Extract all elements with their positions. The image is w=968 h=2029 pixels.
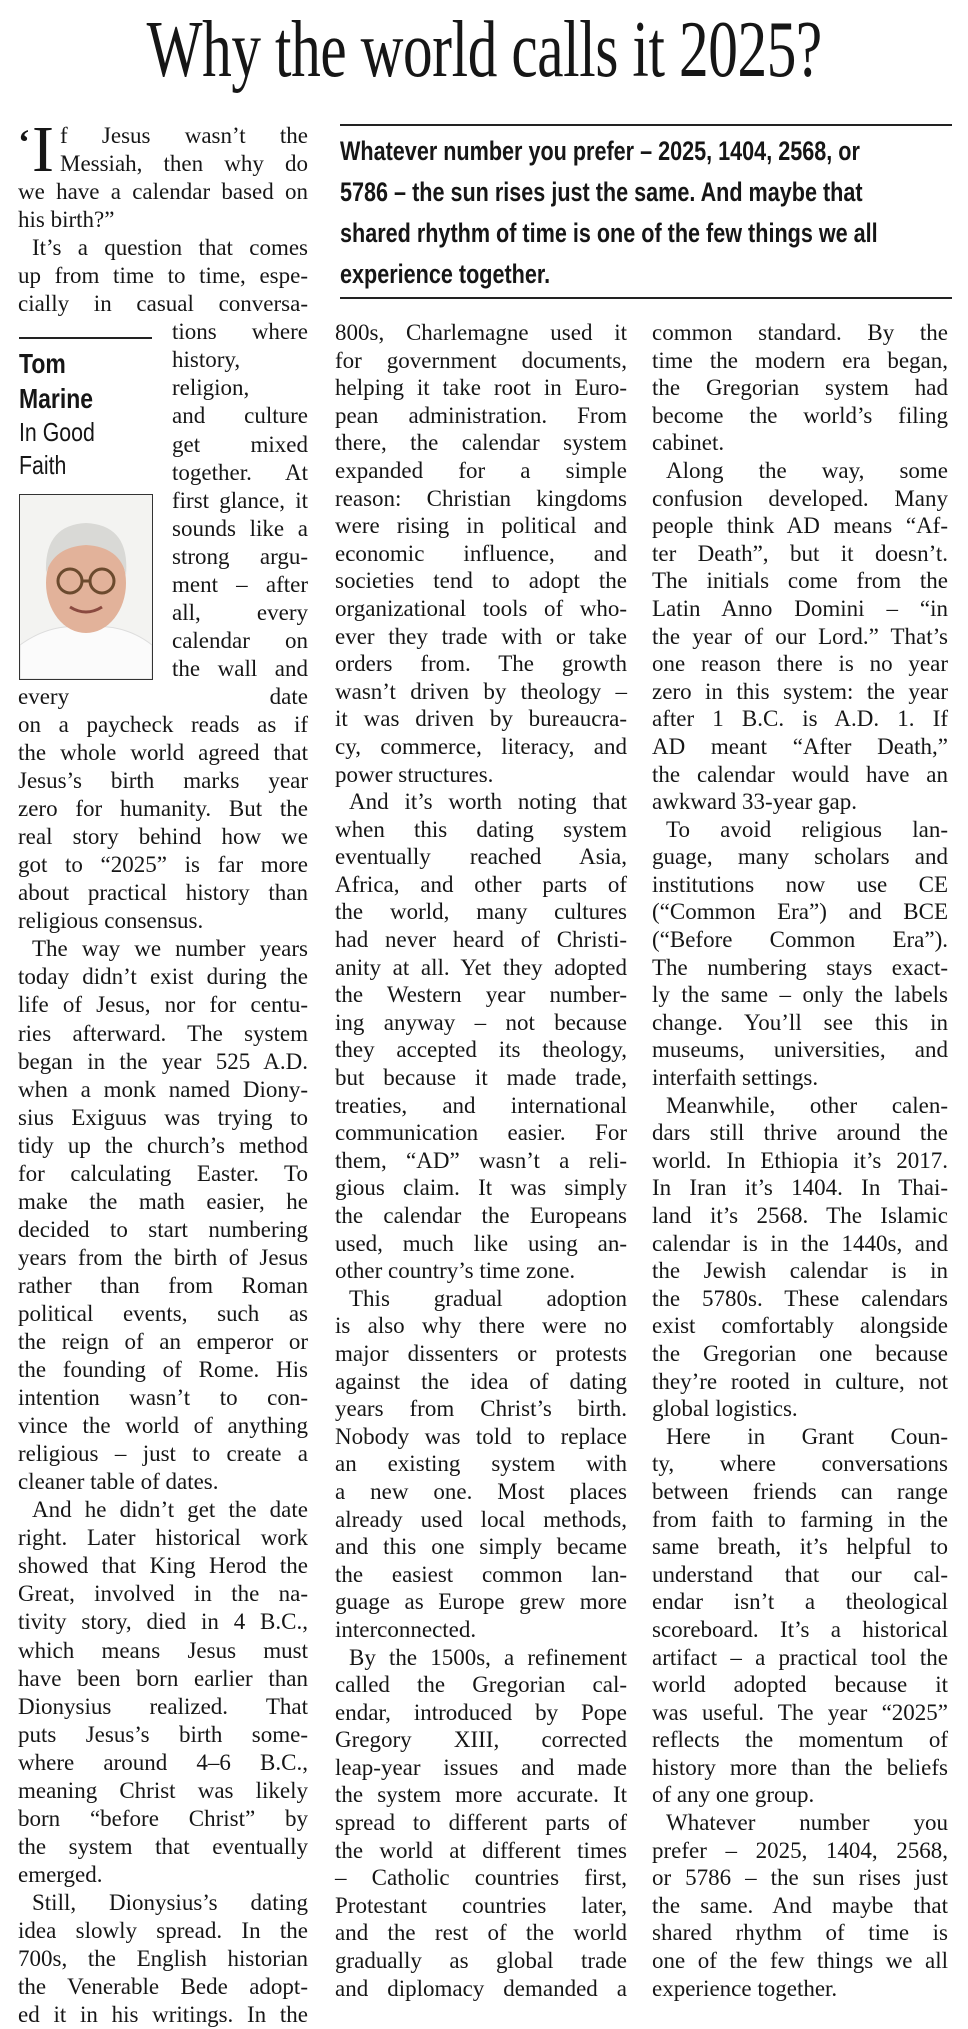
article-text-line: confusion developed. Many	[652, 485, 948, 511]
article-text-line: Messiah, then why do	[60, 151, 308, 177]
article-text-line: ed it in his writings. In the	[18, 2002, 308, 2028]
article-text-line: gradually as global trade	[335, 1948, 627, 1974]
article-column-1	[18, 113, 308, 2029]
pull-quote-line: shared rhythm of time is one of the few things we all	[340, 218, 878, 248]
article-text-line: interfaith settings.	[652, 1065, 819, 1091]
article-text-line: have been born earlier than	[18, 1665, 308, 1691]
article-text-line: real story behind how we	[18, 824, 308, 850]
author-last-name: Marine	[19, 383, 94, 414]
article-text-line: scoreboard. It’s a historical	[652, 1616, 948, 1642]
article-text-line: other country’s time zone.	[335, 1258, 576, 1284]
article-text-line: history more than the beliefs	[652, 1754, 948, 1780]
article-text-line: Africa, and other parts of	[335, 871, 627, 897]
article-text-line: the Venerable Bede adopt-	[18, 1974, 308, 2000]
article-text-line: together. At	[172, 459, 308, 485]
article-text-line: The numbering stays exact-	[652, 954, 948, 980]
article-text-line: about practical history than	[18, 880, 308, 906]
article-text-line: (“Common Era”) and BCE	[652, 899, 948, 925]
article-text-line: eventually reached Asia,	[335, 844, 627, 870]
article-text-line: right. Later historical work	[18, 1525, 308, 1551]
article-text-line: zero for humanity. But the	[18, 796, 308, 822]
article-text-line: change. You’ll see this in	[652, 1009, 948, 1035]
article-text-line: The way we number years	[32, 936, 308, 962]
article-text-line: and culture	[172, 403, 308, 429]
pull-quote	[340, 131, 950, 295]
article-text-line: Latin Anno Domini – “in	[652, 595, 948, 621]
article-text-line: treaties, and international	[335, 1092, 627, 1118]
article-text-line: Jesus’s birth marks year	[18, 768, 308, 794]
article-text-line: ing anyway – not because	[335, 1009, 627, 1035]
article-text-line: the 5780s. These calendars	[652, 1285, 948, 1311]
article-text-line: Here in Grant Coun-	[666, 1423, 948, 1449]
drop-cap-quote: ‘	[18, 122, 30, 162]
article-text-line: meaning Christ was likely	[18, 1777, 308, 1803]
article-text-line: the year of our Lord.” That’s	[652, 623, 948, 649]
article-text-line: become the world’s filing	[652, 402, 948, 428]
article-text-line: economic influence, and	[335, 540, 627, 566]
pull-quote-bottom-rule	[340, 297, 952, 299]
article-text-line: guage as Europe grew more	[335, 1589, 627, 1615]
article-text-line: religious – just to create a	[18, 1441, 308, 1467]
article-text-line: power structures.	[335, 761, 494, 787]
article-text-line: when a monk named Diony-	[18, 1076, 308, 1102]
article-text-line: expanded for a simple	[335, 457, 627, 483]
article-text-line: Nobody was told to replace	[335, 1423, 627, 1449]
article-text-line: anity at all. Yet they adopted	[335, 954, 627, 980]
article-text-line: Dionysius realized. That	[18, 1693, 308, 1719]
article-text-line: the world, many cultures	[335, 899, 627, 925]
article-text-line: calendar on	[172, 627, 308, 653]
article-text-line: museums, universities, and	[652, 1037, 948, 1063]
article-text-line: get mixed	[172, 431, 308, 457]
article-text-line: his birth?”	[18, 207, 115, 233]
article-text-line: an existing system with	[335, 1451, 627, 1477]
article-text-line: the whole world agreed that	[18, 740, 308, 766]
article-text-line: Whatever number you	[666, 1810, 948, 1836]
article-text-line: vince the world of anything	[18, 1413, 308, 1439]
article-text-line: first glance, it	[172, 487, 308, 513]
article-text-line: is also why there were no	[335, 1313, 627, 1339]
article-text-line: and this one simply became	[335, 1534, 627, 1560]
article-text-line: cy, commerce, literacy, and	[335, 733, 627, 759]
article-text-line: It’s a question that comes	[32, 235, 308, 261]
article-text-line: time the modern era began,	[652, 347, 948, 373]
pull-quote-line: 5786 – the sun rises just the same. And maybe that	[340, 177, 863, 207]
article-text-line: but because it made trade,	[335, 1065, 627, 1091]
article-text-line: cially in casual conversa-	[18, 291, 308, 317]
article-text-line: used, much like using an-	[335, 1230, 627, 1256]
article-text-line: the calendar the Europeans	[335, 1203, 627, 1228]
article-text-line: ter Death”, but it doesn’t.	[652, 540, 948, 566]
article-text-line: ly the same – only the labels	[652, 982, 948, 1008]
article-text-line: calendar is in the 1440s, and	[652, 1230, 948, 1256]
article-column-3	[652, 319, 948, 2002]
article-text-line: endar isn’t a theological	[652, 1589, 948, 1615]
article-text-line: the easiest common lan-	[335, 1561, 627, 1587]
article-text-line: of any one group.	[652, 1782, 815, 1808]
article-text-line: ries afterward. The system	[18, 1020, 308, 1046]
article-text-line: was useful. The year “2025”	[652, 1699, 948, 1725]
article-text-line: exist comfortably alongside	[652, 1313, 948, 1339]
article-text-line: them, “AD” wasn’t a reli-	[335, 1147, 627, 1173]
article-text-line: or 5786 – the sun rises just	[652, 1865, 948, 1891]
article-text-line: common standard. By the	[652, 320, 948, 345]
article-text-line: reason: Christian kingdoms	[335, 485, 627, 511]
article-text-line: intention wasn’t to con-	[18, 1385, 308, 1411]
article-text-line: called the Gregorian cal-	[335, 1672, 627, 1698]
article-text-line: a new one. Most places	[335, 1478, 627, 1504]
pull-quote-top-rule	[340, 124, 952, 126]
article-text-line: The initials come from the	[652, 568, 948, 594]
article-text-line: had never heard of Christi-	[335, 927, 627, 953]
article-text-line: for government documents,	[335, 347, 627, 373]
article-text-line: political events, such as	[18, 1300, 308, 1326]
article-text-line: ment – after	[172, 571, 308, 597]
article-text-line: the system that eventually	[18, 1833, 308, 1859]
article-text-line: rather than from Roman	[18, 1272, 308, 1298]
article-text-line: people think AD means “Af-	[652, 513, 948, 539]
article-text-line: showed that King Herod the	[18, 1553, 308, 1579]
article-text-line: major dissenters or protests	[335, 1340, 627, 1366]
article-text-line: same breath, it’s helpful to	[652, 1534, 948, 1560]
article-text-line: (“Before Common Era”).	[652, 927, 948, 953]
article-text-line: helping it take root in Euro-	[335, 375, 627, 401]
article-text-line: and diplomacy demanded a	[335, 1975, 627, 2001]
article-text-line: endar, introduced by Pope	[335, 1699, 627, 1725]
article-text-line: wasn’t driven by theology –	[335, 678, 627, 704]
article-text-line: world. In Ethiopia it’s 2017.	[652, 1147, 948, 1173]
headline	[0, 4, 968, 96]
article-text-line: against the idea of dating	[335, 1368, 627, 1394]
article-text-line: By the 1500s, a refinement	[349, 1644, 627, 1670]
article-text-line: and the rest of the world	[335, 1920, 627, 1946]
article-text-line: Gregory XIII, corrected	[335, 1727, 627, 1753]
article-text-line: interconnected.	[335, 1616, 477, 1642]
article-text-line: pean administration. From	[335, 402, 627, 428]
article-text-line: up from time to time, espe-	[18, 263, 308, 289]
article-text-line: the world at different times	[335, 1837, 627, 1863]
article-text-line: 700s, the English historian	[18, 1946, 308, 1972]
article-text-line: gious claim. It was simply	[335, 1175, 627, 1201]
article-text-line: it was driven by bureaucra-	[335, 706, 627, 732]
article-text-line: religion,	[172, 375, 250, 401]
column-name: In Good	[19, 417, 95, 447]
article-text-line: religious consensus.	[18, 908, 204, 934]
article-text-line: strong argu-	[172, 543, 308, 569]
article-text-line: cleaner table of dates.	[18, 1469, 219, 1495]
article-column-2	[335, 319, 627, 2002]
article-text-line: zero in this system: the year	[652, 678, 948, 704]
article-text-line: sounds like a	[172, 515, 308, 541]
article-text-line: awkward 33-year gap.	[652, 789, 857, 815]
article-text-line: Protestant countries later,	[335, 1892, 627, 1918]
article-text-line: And he didn’t get the date	[32, 1497, 308, 1523]
article-text-line: decided to start numbering	[18, 1216, 308, 1242]
article-text-line: reflects the momentum of	[652, 1727, 948, 1753]
article-text-line: spread to different parts of	[335, 1810, 627, 1836]
article-text-line: This gradual adoption	[349, 1285, 627, 1311]
article-text-line: one of the few things we all	[652, 1948, 948, 1974]
article-text-line: the Gregorian system had	[652, 375, 948, 401]
article-text-line: between friends can range	[652, 1478, 948, 1504]
article-text-line: when this dating system	[335, 816, 627, 842]
article-text-line: began in the year 525 A.D.	[18, 1048, 308, 1074]
article-text-line: understand that our cal-	[652, 1561, 948, 1587]
article-text-line: from faith to farming in the	[652, 1506, 948, 1532]
article-text-line: make the math easier, he	[18, 1188, 308, 1214]
article-text-line: the founding of Rome. His	[18, 1357, 308, 1383]
article-text-line: they accepted its theology,	[335, 1037, 627, 1063]
article-text-line: there, the calendar system	[335, 430, 627, 456]
article-text-line: life of Jesus, nor for centu-	[18, 992, 308, 1018]
article-text-line: land it’s 2568. The Islamic	[652, 1203, 948, 1228]
article-text-line: Meanwhile, other calen-	[666, 1092, 948, 1118]
article-text-line: the same. And maybe that	[652, 1892, 948, 1918]
article-text-line: the system more accurate. It	[335, 1782, 627, 1808]
article-text-line: which means Jesus must	[18, 1637, 308, 1663]
article-text-line: already used local methods,	[335, 1506, 627, 1532]
article-text-line: tidy up the church’s method	[18, 1132, 308, 1158]
article-text-line: prefer – 2025, 1404, 2568,	[652, 1837, 948, 1863]
article-text-line: cabinet.	[652, 430, 725, 456]
article-text-line: guage, many scholars and	[652, 844, 948, 870]
article-text-line: societies tend to adopt the	[335, 568, 627, 594]
article-text-line: all, every	[172, 599, 308, 625]
article-text-line: idea slowly spread. In the	[18, 1918, 308, 1943]
article-text-line: tivity story, died in 4 B.C.,	[18, 1609, 308, 1635]
article-text-line: Still, Dionysius’s dating	[32, 1889, 308, 1915]
article-text-line: every date	[18, 683, 308, 709]
article-text-line: And it’s worth noting that	[349, 789, 627, 815]
article-text-line: world adopted because it	[652, 1672, 948, 1698]
author-first-name: Tom	[19, 348, 66, 379]
article-text-line: we have a calendar based on	[18, 179, 308, 205]
pull-quote-line: Whatever number you prefer – 2025, 1404, 2568, or	[340, 136, 860, 166]
article-text-line: orders from. The growth	[335, 651, 627, 677]
article-text-line: Along the way, some	[666, 457, 948, 483]
article-text-line: In Iran it’s 1404. In Thai-	[652, 1175, 948, 1201]
article-text-line: – Catholic countries first,	[335, 1865, 627, 1891]
article-text-line: tions where	[172, 319, 308, 345]
article-text-line: got to “2025” is far more	[18, 852, 308, 878]
article-text-line: dars still thrive around the	[652, 1120, 948, 1146]
article-text-line: 800s, Charlemagne used it	[335, 320, 627, 345]
article-text-line: the Jewish calendar is in	[652, 1258, 948, 1284]
article-text-line: they’re rooted in culture, not	[652, 1368, 948, 1394]
article-text-line: AD meant “After Death,”	[652, 733, 948, 759]
article-text-line: the wall and	[172, 655, 308, 681]
article-text-line: global logistics.	[652, 1396, 798, 1422]
article-text-line: where around 4–6 B.C.,	[18, 1749, 308, 1775]
article-text-line: ever they trade with or take	[335, 623, 627, 649]
article-text-line: f Jesus wasn’t the	[60, 123, 308, 148]
article-text-line: ty, where conversations	[652, 1451, 948, 1477]
headline-text: Why the world calls it 2025?	[146, 6, 822, 94]
article-text-line: experience together.	[652, 1975, 838, 2001]
article-text-line: artifact – a practical tool the	[652, 1644, 948, 1670]
article-text-line: To avoid religious lan-	[666, 816, 948, 842]
column-name: Faith	[19, 450, 67, 480]
article-text-line: puts Jesus’s birth some-	[18, 1721, 308, 1747]
article-text-line: on a paycheck reads as if	[18, 711, 308, 737]
article-text-line: today didn’t exist during the	[18, 964, 308, 990]
article-text-line: were rising in political and	[335, 513, 627, 539]
pull-quote-line: experience together.	[340, 259, 551, 289]
article-text-line: the calendar would have an	[652, 761, 948, 787]
drop-cap-letter: I	[32, 113, 54, 186]
article-text-line: leap-year issues and made	[335, 1754, 627, 1780]
article-text-line: the reign of an emperor or	[18, 1329, 308, 1355]
article-text-line: the Western year number-	[335, 982, 627, 1008]
article-text-line: history,	[172, 347, 241, 373]
article-text-line: the Gregorian one because	[652, 1340, 948, 1366]
article-text-line: years from the birth of Jesus	[18, 1244, 308, 1270]
article-text-line: institutions now use CE	[652, 871, 948, 897]
article-text-line: born “before Christ” by	[18, 1805, 308, 1831]
article-text-line: years from Christ’s birth.	[335, 1396, 627, 1422]
article-text-line: Great, involved in the na-	[18, 1581, 308, 1607]
article-text-line: emerged.	[18, 1861, 103, 1887]
article-text-line: one reason there is no year	[652, 651, 948, 677]
article-text-line: organizational tools of who-	[335, 595, 627, 621]
article-text-line: after 1 B.C. is A.D. 1. If	[652, 706, 948, 732]
article-text-line: sius Exiguus was trying to	[18, 1104, 308, 1130]
article-text-line: communication easier. For	[335, 1120, 627, 1146]
article-text-line: shared rhythm of time is	[652, 1920, 948, 1946]
article-text-line: for calculating Easter. To	[18, 1160, 308, 1186]
